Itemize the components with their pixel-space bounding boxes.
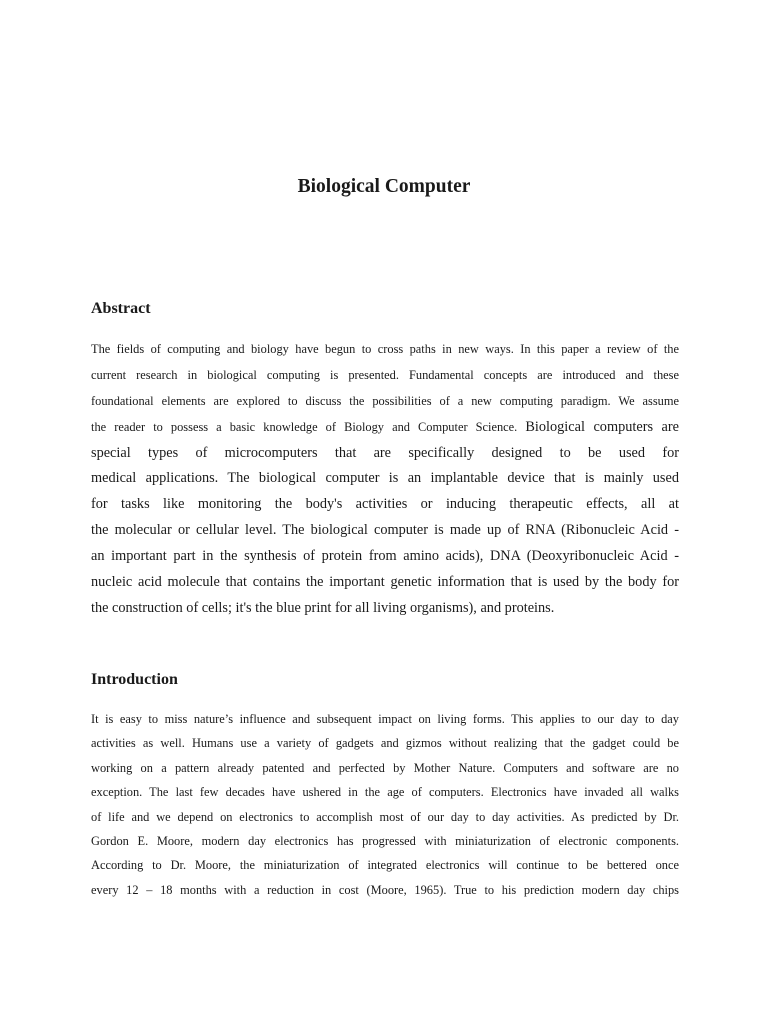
abstract-line: foundational elements are explored to discuss the possibilities of a new computing paradigm. We assume bbox=[91, 393, 679, 408]
introduction-line: of life and we depend on electronics to accomplish most of our day to day activities. As predicted by Dr. bbox=[91, 809, 679, 824]
abstract-line: current research in biological computing is presented. Fundamental concepts are introduced and these bbox=[91, 367, 679, 382]
introduction-heading: Introduction bbox=[91, 671, 178, 688]
introduction-line: According to Dr. Moore, the miniaturization of integrated electronics will continue to be bettered once bbox=[91, 858, 679, 873]
abstract-line-part: Biological computers are bbox=[525, 418, 680, 435]
abstract-heading: Abstract bbox=[91, 300, 151, 317]
abstract-line: the molecular or cellular level. The biological computer is made up of RNA (Ribonucleic Acid - bbox=[91, 522, 679, 539]
introduction-line: Gordon E. Moore, modern day electronics has progressed with miniaturization of electronic components. bbox=[91, 833, 679, 848]
introduction-line: It is easy to miss nature’s influence and subsequent impact on living forms. This applies to our day to day bbox=[91, 712, 679, 726]
abstract-line-part: the reader to possess a basic knowledge of Biology and Computer Science. bbox=[91, 419, 518, 434]
abstract-line: nucleic acid molecule that contains the important genetic information that is used by the body for bbox=[91, 574, 679, 591]
abstract-line: the construction of cells; it's the blue print for all living organisms), and proteins. bbox=[91, 599, 555, 616]
abstract-line: special types of microcomputers that are specifically designed to be used for bbox=[91, 444, 679, 461]
abstract-line: for tasks like monitoring the body's activities or inducing therapeutic effects, all at bbox=[91, 496, 679, 513]
introduction-line: working on a pattern already patented and perfected by Mother Nature. Computers and software are no bbox=[91, 760, 679, 775]
abstract-line: The fields of computing and biology have begun to cross paths in new ways. In this paper a review of the bbox=[91, 342, 679, 356]
introduction-paragraph bbox=[91, 707, 679, 902]
document-title: Biological Computer bbox=[297, 176, 471, 197]
abstract-line: medical applications. The biological computer is an implantable device that is mainly used bbox=[91, 470, 679, 487]
abstract-line bbox=[91, 415, 679, 441]
introduction-line: every 12 – 18 months with a reduction in cost (Moore, 1965). True to his prediction modern day chips bbox=[91, 882, 679, 897]
introduction-line: activities as well. Humans use a variety of gadgets and gizmos without realizing that the gadget could be bbox=[91, 736, 679, 751]
abstract-line: an important part in the synthesis of protein from amino acids), DNA (Deoxyribonucleic Acid - bbox=[91, 548, 679, 565]
introduction-line: exception. The last few decades have ushered in the age of computers. Electronics have invaded all walks bbox=[91, 785, 679, 800]
abstract-paragraph bbox=[91, 337, 679, 622]
